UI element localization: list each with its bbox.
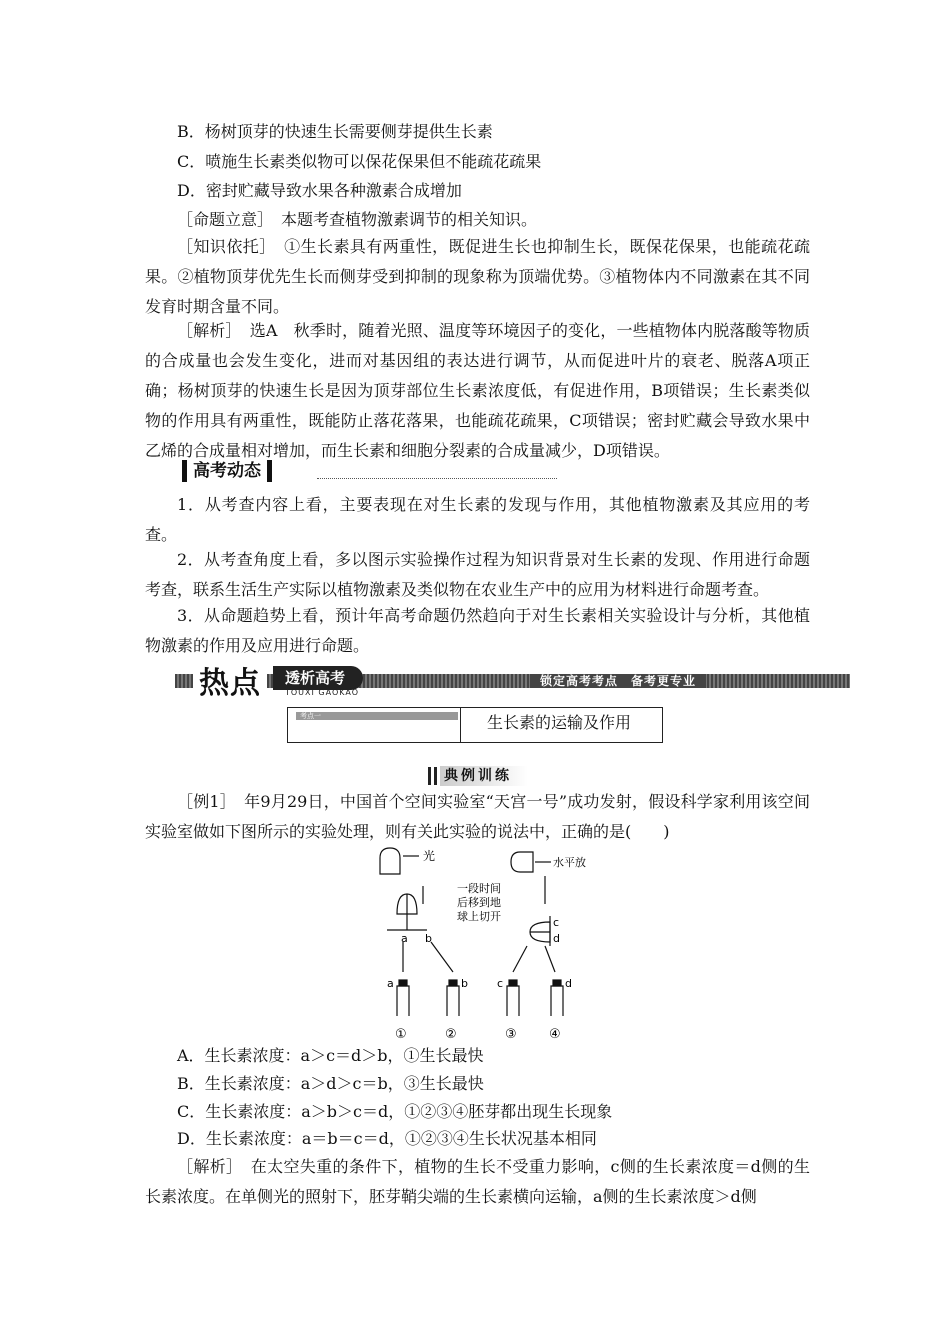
example-header-label: 典例训练: [440, 766, 528, 786]
label-n4: ④: [549, 1027, 561, 1042]
option-d: D．密封贮藏导致水果各种激素合成增加: [177, 181, 462, 200]
dotted-divider: [317, 478, 557, 479]
topic-title: 生长素的运输及作用: [487, 713, 632, 732]
label-note-3: 球上切开: [457, 910, 501, 923]
label-note-1: 一段时间: [457, 882, 501, 895]
label-n1: ①: [395, 1027, 407, 1042]
trend-item-3: 3．从命题趋势上看，预计年高考命题仍然趋向于对生长素相关实验设计与分析，其他植物激素的作用及应用进行命题。: [145, 606, 810, 655]
intent-paragraph: ［命题立意］ 本题考查植物激素调节的相关知识。: [177, 210, 538, 229]
topic-box: [287, 707, 663, 743]
knowledge-paragraph: ［知识依托］ ①生长素具有两重性，既促进生长也抑制生长，既保花保果，也能疏花疏果。②植物顶芽优先生长而侧芽受到抑制的现象称为顶端优势。③植物体内不同激素在其不同发育时期含量不同。: [145, 237, 810, 316]
experiment-figure: [375, 846, 605, 1046]
label-d-top: d: [553, 932, 560, 945]
section-title: 高考动态: [182, 460, 272, 482]
hotspot-pinyin: TOUXI GAOKAO: [285, 688, 359, 697]
hotspot-banner: [175, 662, 850, 701]
label-horizontal: 水平放: [553, 856, 586, 869]
answer-option-b: B．生长素浓度：a＞d＞c＝b，③生长最快: [177, 1074, 484, 1093]
trend-item-2: 2．从考查角度上看，多以图示实验操作过程为知识背景对生长素的发现、作用进行命题考查，联系生活生产实际以植物激素及类似物在农业生产中的应用为材料进行命题考查。: [145, 550, 810, 599]
label-n3: ③: [505, 1027, 517, 1042]
label-b-top: b: [425, 932, 432, 945]
label-a-bottom: a: [387, 977, 394, 990]
header-bars-icon: [428, 767, 437, 785]
hotspot-subtitle: 透析高考: [273, 666, 363, 690]
analysis-paragraph-2: ［解析］ 在太空失重的条件下，植物的生长不受重力影响，c侧的生长素浓度＝d侧的生长素浓度。在单侧光的照射下，胚芽鞘尖端的生长素横向运输，a侧的生长素浓度＞d侧: [145, 1157, 810, 1206]
coleoptile-tip-right: [511, 852, 533, 872]
topic-tag: 考点一: [296, 712, 458, 720]
label-d-bottom: d: [565, 977, 572, 990]
section-banner-exam-trends: [172, 460, 557, 484]
analysis-paragraph: ［解析］ 选A 秋季时，随着光照、温度等环境因子的变化，一些植物体内脱落酸等物质的合成量也会发生变化，进而对基因组的表达进行调节，从而促进叶片的衰老、脱落A项正确；杨树顶芽的快速生长是因为顶芽部位生长素浓度低，有促进作用，B项错误；生长素类似物的作用具有两重性，既能防止落花落果，也能疏花疏果，C项错误；密封贮藏会导致水果中乙烯的合成量相对增加，而生长素和细胞分裂素的合成量减少，D项错误。: [145, 321, 810, 460]
answer-option-d: D．生长素浓度：a＝b＝c＝d，①②③④生长状况基本相同: [177, 1129, 597, 1148]
hotspot-title: 热点: [193, 658, 267, 702]
trend-item-1: 1．从考查内容上看，主要表现在对生长素的发现与作用，其他植物激素及其应用的考查。: [145, 495, 810, 544]
example-question: ［例1］ 年9月29日，中国首个空间实验室“天宫一号”成功发射，假设科学家利用该空间实验室做如下图所示的实验处理，则有关此实验的说法中，正确的是( ): [145, 792, 810, 841]
option-b: B．杨树顶芽的快速生长需要侧芽提供生长素: [177, 122, 493, 141]
label-note-2: 后移到地: [457, 896, 501, 909]
label-c-bottom: c: [497, 977, 504, 990]
hotspot-slogan: 锁定高考考点 备考更专业: [530, 674, 706, 688]
label-b-bottom: b: [461, 977, 468, 990]
label-light: 光: [423, 849, 436, 863]
label-a-top: a: [401, 932, 408, 945]
answer-option-a: A．生长素浓度：a＞c＝d＞b，①生长最快: [177, 1046, 484, 1065]
topic-tag-cell: [288, 708, 461, 742]
label-c-top: c: [553, 916, 560, 929]
option-c: C．喷施生长素类似物可以保花保果但不能疏花疏果: [177, 152, 542, 171]
answer-option-c: C．生长素浓度：a＞b＞c＝d，①②③④胚芽都出现生长现象: [177, 1102, 613, 1121]
coleoptile-tip-left: [380, 848, 400, 874]
label-n2: ②: [445, 1027, 457, 1042]
